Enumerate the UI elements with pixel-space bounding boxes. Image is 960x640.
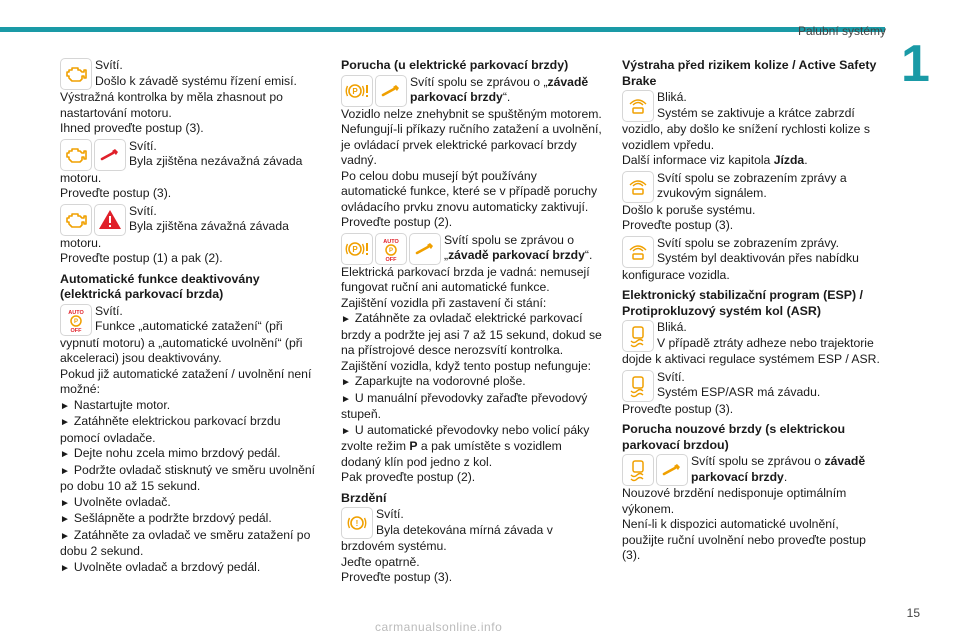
bullet-text: Zatáhněte elektrickou parkovací brzdu pomocí ovladače. xyxy=(60,414,281,445)
paragraph: Pak proveďte postup (2). xyxy=(341,470,476,484)
text-span: a pak umístěte s vozidlem dodaný klín pod jedno z kol. xyxy=(341,439,562,469)
paragraph: Elektrická parkovací brzda je vadná: nemusejí fungovat ruční ani automatické funkce. xyxy=(341,264,590,294)
status-text: Svítí spolu se zobrazením zprávy. xyxy=(657,235,839,250)
bullet-marker: ► xyxy=(60,417,70,428)
status-text: Bliká. xyxy=(657,90,687,104)
text-span: Svítí spolu se zprávou o xyxy=(691,454,825,468)
warning-block xyxy=(622,90,884,122)
warning-block xyxy=(60,139,322,171)
bold-term: závadě parkovací brzdy xyxy=(448,248,585,262)
description-text: Funkce „automatické zatažení“ (při xyxy=(95,319,283,333)
text-span: U automatické převodovky nebo volicí páky zvolte režim xyxy=(341,422,590,453)
status-text: Svítí. xyxy=(657,369,685,384)
wrench-icon xyxy=(656,454,688,486)
description-text: Byla detekována mírná závada v xyxy=(376,522,553,537)
svg-text:OFF: OFF xyxy=(70,327,82,333)
section-heading: Porucha (u elektrické parkovací brzdy) xyxy=(341,58,569,72)
bullet-item xyxy=(60,446,322,463)
warning-block xyxy=(622,236,884,268)
wrench-icon xyxy=(375,75,407,107)
engine-warning-icon xyxy=(60,139,92,171)
status-text: Svítí spolu se zprávou o xyxy=(444,232,575,247)
bullet-marker: ► xyxy=(60,400,70,412)
bullet-item xyxy=(60,528,322,560)
bullet-text: Dejte nohu zcela mimo brzdový pedál. xyxy=(73,446,281,460)
bold-term: závadě parkovací brzdy xyxy=(691,454,866,484)
wrench-icon xyxy=(409,233,441,265)
bullet-text: U manuální převodovky zařaďte převodový stupeň. xyxy=(341,390,588,421)
bullet-item xyxy=(60,560,322,577)
warning-block xyxy=(341,507,605,539)
column-2 xyxy=(341,58,605,586)
svg-text:P: P xyxy=(352,244,358,254)
paragraph: Proveďte postup (3). xyxy=(622,401,734,416)
svg-text:P: P xyxy=(73,318,79,325)
paragraph: vypnutí motoru) a „automatické uvolnění“ (při akceleraci) jsou deaktivovány. xyxy=(60,335,303,365)
page-number: 15 xyxy=(906,606,920,620)
text-span: . xyxy=(804,153,808,167)
bullet-marker: ► xyxy=(341,314,351,325)
column-3 xyxy=(622,58,884,564)
status-text: Svítí. xyxy=(95,58,123,72)
text-span: “. xyxy=(584,248,593,262)
text-span: “. xyxy=(502,90,511,104)
description-text: Systém ESP/ASR má závadu. xyxy=(657,385,821,399)
warning-block xyxy=(60,58,322,90)
bullet-marker: ► xyxy=(341,377,351,388)
bullet-item xyxy=(60,511,322,528)
bullet-item xyxy=(341,374,605,391)
auto-off-icon xyxy=(60,304,92,336)
description-text: Systém byl deaktivován přes nabídku xyxy=(657,251,859,265)
paragraph: Pokud již automatické zatažení / uvolnění není možné: xyxy=(60,366,312,396)
bullet-list xyxy=(60,398,322,577)
bullet-item xyxy=(341,311,605,359)
bullet-item xyxy=(341,391,605,423)
engine-warning-icon xyxy=(60,204,92,236)
section-heading: Brzdění xyxy=(341,490,387,505)
section-title: Palubní systémy xyxy=(797,24,886,38)
section-heading: Porucha nouzové brzdy (s elektrickou parkovací brzdou) xyxy=(622,422,846,452)
esp-skid-icon xyxy=(622,320,654,352)
bullet-text: Zatáhněte za ovladač elektrické parkovací brzdy a podržte jej asi 7 až 15 sekund, dokud se na přístrojové desce nerozsvítí kontrolka. xyxy=(341,311,602,357)
bullet-list xyxy=(341,374,605,423)
bullet-item xyxy=(60,398,322,415)
bold-term: P xyxy=(409,439,418,453)
paragraph: motoru. xyxy=(60,235,102,250)
bullet-text: Zaparkujte na vodorovné ploše. xyxy=(354,374,526,388)
paragraph: Proveďte postup (3). xyxy=(60,186,172,200)
bullet-marker: ► xyxy=(60,449,70,460)
column-1 xyxy=(60,58,322,576)
description-text: Byla zjištěna závažná závada xyxy=(129,219,289,233)
paragraph: Proveďte postup (3). xyxy=(341,570,453,584)
bold-term: závadě parkovací brzdy xyxy=(410,74,589,104)
auto-off-icon xyxy=(375,233,407,265)
paragraph: Po celou dobu musejí být používány automatické funkce, které se v případě poruchy ovládacího prvku znovu automaticky zaktivují. xyxy=(341,168,598,214)
warning-block xyxy=(60,304,322,336)
alert-triangle-icon xyxy=(94,204,126,236)
paragraph: Proveďte postup (3). xyxy=(622,218,734,232)
paragraph xyxy=(622,153,884,169)
paragraph: motoru. xyxy=(60,170,102,185)
svg-text:AUTO: AUTO xyxy=(383,238,399,245)
parking-brake-fault-icon xyxy=(341,75,373,107)
description-text: Systém se zaktivuje a krátce zabrzdí xyxy=(657,105,855,120)
collision-warning-icon xyxy=(622,236,654,268)
warning-block xyxy=(622,370,884,402)
header-bar xyxy=(0,27,885,32)
status-text: Svítí. xyxy=(129,138,157,153)
bullet-marker: ► xyxy=(60,530,70,542)
bullet-marker: ► xyxy=(60,497,70,509)
description-text: Byla zjištěna nezávažná závada xyxy=(129,154,303,168)
section-heading: Výstraha před rizikem kolize / Active Safety Brake xyxy=(622,58,877,88)
bullet-marker: ► xyxy=(60,514,70,525)
paragraph: brzdovém systému. xyxy=(341,539,447,553)
warning-block xyxy=(341,75,605,107)
brake-warning-icon xyxy=(341,507,373,539)
paragraph: Není-li k dispozici automatické uvolnění, použijte ruční uvolnění nebo proveďte postup (3). xyxy=(622,517,866,562)
chapter-number: 1 xyxy=(901,35,930,93)
bullet-item xyxy=(60,414,322,446)
watermark: carmanualsonline.info xyxy=(375,620,503,634)
bullet-marker: ► xyxy=(60,465,70,477)
description-text: zvukovým signálem. xyxy=(657,186,767,200)
svg-text:AUTO: AUTO xyxy=(68,309,84,316)
svg-text:!: ! xyxy=(355,519,359,528)
bullet-marker: ► xyxy=(60,562,70,574)
paragraph: vozidlo, aby došlo ke snížení rychlosti kolize s vozidlem vpředu. xyxy=(622,122,870,152)
bullet-item xyxy=(60,463,322,495)
bullet-text: Uvolněte ovladač a brzdový pedál. xyxy=(73,559,261,574)
collision-warning-icon xyxy=(622,171,654,203)
paragraph: Zajištění vozidla při zastavení či stání: xyxy=(341,295,547,310)
section-heading: Elektronický stabilizační program (ESP) / Protiprokluzový systém kol (ASR) xyxy=(622,288,864,318)
collision-warning-icon xyxy=(622,90,654,122)
parking-brake-fault-icon xyxy=(341,233,373,265)
paragraph: Došlo k poruše systému. xyxy=(622,202,756,217)
paragraph: Zajištění vozidla, když tento postup nefunguje: xyxy=(341,358,591,373)
esp-skid-icon xyxy=(622,370,654,402)
paragraph: Jeďte opatrně. xyxy=(341,554,420,569)
warning-block xyxy=(622,454,884,486)
description-text: Došlo k závadě systému řízení emisí. xyxy=(95,73,297,88)
description-text: V případě ztráty adheze nebo trajektorie xyxy=(657,335,874,350)
warning-block xyxy=(622,320,884,352)
paragraph: Ihned proveďte postup (3). xyxy=(60,121,204,135)
bullet-text: Podržte ovladač stisknutý ve směru uvolnění po dobu 10 až 15 sekund. xyxy=(60,462,316,493)
status-text: Svítí. xyxy=(129,203,157,218)
bullet-text: Uvolněte ovladač. xyxy=(73,494,171,509)
paragraph: Výstražná kontrolka by měla zhasnout po nastartování motoru. xyxy=(60,90,283,120)
bold-term: Jízda xyxy=(773,153,805,167)
status-text: Svítí spolu se zobrazením zprávy a xyxy=(657,170,847,185)
bullet-text: Nastartujte motor. xyxy=(73,397,171,412)
paragraph: Vozidlo nelze znehybnit se spuštěným motorem. Nefungují-li příkazy ručního zatažení a uvolnění, je ovládací prvek elektrické parkovací brzdy vadný. xyxy=(341,106,602,167)
text-span: „ xyxy=(444,248,449,262)
svg-text:OFF: OFF xyxy=(385,256,397,262)
wrench-icon xyxy=(94,139,126,171)
text-span: Další informace viz kapitola xyxy=(622,153,774,167)
status-text: Svítí. xyxy=(376,507,404,521)
bullet-item: ► U automatické převodovky nebo volicí páky zvolte režim P a pak umístěte s vozidlem dodaný klín pod jedno z kol. xyxy=(341,422,590,469)
svg-text:P: P xyxy=(388,247,394,254)
svg-text:P: P xyxy=(352,86,358,96)
paragraph: Proveďte postup (1) a pak (2). xyxy=(60,251,223,265)
bullet-text: Zatáhněte za ovladač ve směru zatažení po dobu 2 sekund. xyxy=(60,527,311,558)
warning-block xyxy=(622,171,884,203)
paragraph: konfigurace vozidla. xyxy=(622,267,730,282)
bullet-marker: ► xyxy=(341,393,351,405)
bullet-text: Sešlápněte a podržte brzdový pedál. xyxy=(73,511,272,525)
warning-block xyxy=(60,204,322,236)
text-span: . xyxy=(783,469,788,484)
section-heading: Automatické funkce deaktivovány (elektrická parkovací brzda) xyxy=(60,271,260,301)
warning-block xyxy=(341,233,605,265)
bullet-list xyxy=(341,311,605,359)
paragraph: Proveďte postup (2). xyxy=(341,215,453,229)
status-text: Bliká. xyxy=(657,320,687,334)
bullet-item xyxy=(60,495,322,512)
paragraph: Nouzové brzdění nedisponuje optimálním výkonem. xyxy=(622,486,847,516)
text-span: Svítí spolu se zprávou o „ xyxy=(410,74,548,89)
status-text: Svítí. xyxy=(95,303,123,318)
engine-warning-icon xyxy=(60,58,92,90)
paragraph: dojde k aktivaci regulace systémem ESP / ASR. xyxy=(622,352,880,366)
esp-skid-icon xyxy=(622,454,654,486)
